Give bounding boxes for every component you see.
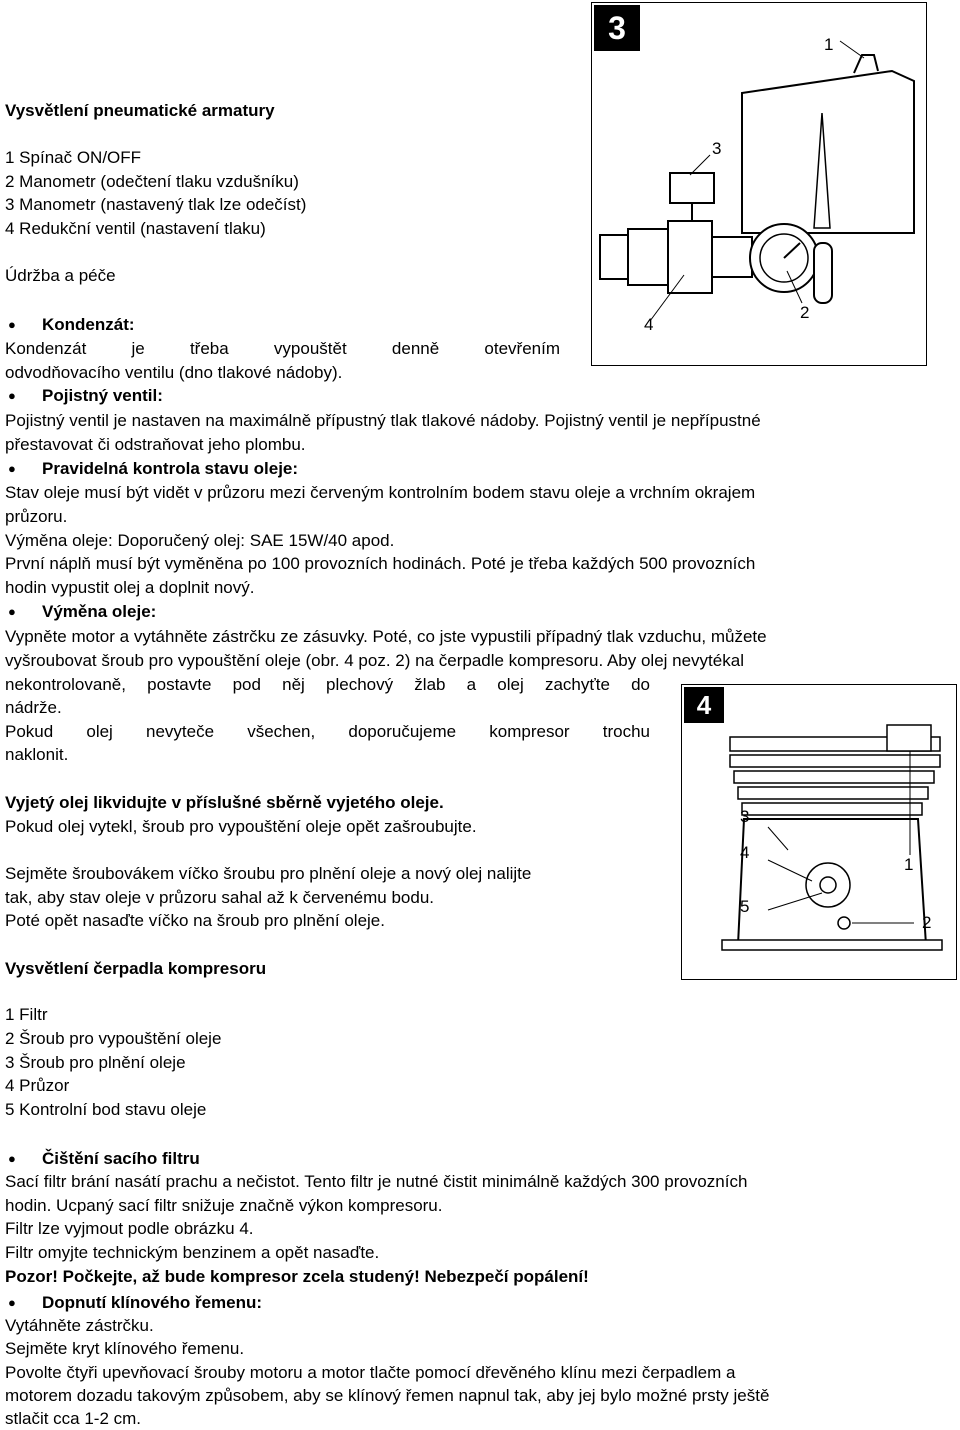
figure-3-badge: 3 xyxy=(594,5,640,51)
oil-change-text: vyšroubovat šroub pro vypouštění oleje (obr. 4 poz. 2) na čerpadle kompresoru. Aby olej nevytékal xyxy=(5,651,744,670)
oil-check-title: Pravidelná kontrola stavu oleje: xyxy=(42,459,299,478)
safety-valve-text: Pojistný ventil je nastaven na maximálně přípustný tlak tlakové nádoby. Pojistný ventil je nepřípustné xyxy=(5,411,761,430)
bullet-icon: ● xyxy=(8,388,16,403)
belt-text: Vytáhněte zástrčku. xyxy=(5,1316,154,1335)
figure-4-callout-3: 3 xyxy=(740,807,750,826)
figure-4-callout-2: 2 xyxy=(922,913,932,932)
oil-check-text: Stav oleje musí být vidět v průzoru mezi červeným kontrolním bodem stavu oleje a vrchním okrajem xyxy=(5,483,756,502)
belt-text: motorem dozadu takovým způsobem, aby se klínový řemen napnul tak, aby jej bylo možné prsty ještě xyxy=(5,1386,770,1405)
oil-check-text: průzoru. xyxy=(5,507,68,526)
filter-text: hodin. Ucpaný sací filtr snižuje značně výkon kompresoru. xyxy=(5,1196,443,1215)
oil-change-text: tak, aby stav oleje v průzoru sahal až k červenému bodu. xyxy=(5,888,435,907)
oil-change-text: nádrže. xyxy=(5,698,62,717)
filter-text: Filtr lze vyjmout podle obrázku 4. xyxy=(5,1219,254,1238)
belt-text: Povolte čtyři upevňovací šrouby motoru a motor tlačte pomocí dřevěného klínu mezi čerpadlem a xyxy=(5,1363,736,1382)
oil-disposal-notice: Vyjetý olej likvidujte v příslušné sběrně vyjetého oleje. xyxy=(5,793,444,812)
filter-title: Čištění sacího filtru xyxy=(42,1149,200,1168)
filter-text: Filtr omyjte technickým benzinem a opět nasaďte. xyxy=(5,1243,380,1262)
figure-4-callout-5: 5 xyxy=(740,897,750,916)
oil-change-text: Pokud olej nevyteče všechen, doporučujeme kompresor trochu xyxy=(5,722,650,741)
pneumatics-item: 3 Manometr (nastavený tlak lze odečíst) xyxy=(5,195,307,214)
oil-change-text: Vypněte motor a vytáhněte zástrčku ze zásuvky. Poté, co jste vypustili případný tlak vzduchu, můžete xyxy=(5,627,767,646)
filter-text: Sací filtr brání nasátí prachu a nečistot. Tento filtr je nutné čistit minimálně každých 300 provozních xyxy=(5,1172,748,1191)
pneumatics-item: 2 Manometr (odečtení tlaku vzdušníku) xyxy=(5,172,299,191)
pneumatics-heading: Vysvětlení pneumatické armatury xyxy=(5,101,275,120)
pump-item: 3 Šroub pro plnění oleje xyxy=(5,1053,186,1072)
oil-change-title: Výměna oleje: xyxy=(42,602,157,621)
pressure-switch-illustration xyxy=(592,3,926,365)
bullet-icon: ● xyxy=(8,317,16,332)
condensate-text: Kondenzát je třeba vypouštět denně otevřením xyxy=(5,339,560,358)
bullet-icon: ● xyxy=(8,461,16,476)
figure-4-callout-4: 4 xyxy=(740,843,750,862)
pump-item: 1 Filtr xyxy=(5,1005,48,1024)
belt-text: stlačit cca 1-2 cm. xyxy=(5,1409,142,1428)
figure-3 xyxy=(591,2,927,366)
pump-heading: Vysvětlení čerpadla kompresoru xyxy=(5,959,267,978)
condensate-title: Kondenzát: xyxy=(42,315,135,334)
condensate-text: odvodňovacího ventilu (dno tlakové nádoby). xyxy=(5,363,343,382)
figure-4 xyxy=(681,684,957,980)
figure-3-callout-1: 1 xyxy=(824,35,834,54)
figure-3-callout-4: 4 xyxy=(644,315,654,334)
figure-4-callout-1: 1 xyxy=(904,855,914,874)
figure-3-callout-2: 2 xyxy=(800,303,810,322)
compressor-pump-illustration xyxy=(682,685,956,979)
maintenance-heading: Údržba a péče xyxy=(5,266,116,285)
oil-change-text: Pokud olej vytekl, šroub pro vypouštění oleje opět zašroubujte. xyxy=(5,817,477,836)
figure-4-badge: 4 xyxy=(684,687,724,723)
burn-warning: Pozor! Počkejte, až bude kompresor zcela studený! Nebezpečí popálení! xyxy=(5,1267,589,1286)
pump-item: 4 Průzor xyxy=(5,1076,70,1095)
oil-change-text: naklonit. xyxy=(5,745,69,764)
pneumatics-item: 1 Spínač ON/OFF xyxy=(5,148,142,167)
pneumatics-item: 4 Redukční ventil (nastavení tlaku) xyxy=(5,219,266,238)
pump-item: 5 Kontrolní bod stavu oleje xyxy=(5,1100,207,1119)
bullet-icon: ● xyxy=(8,604,16,619)
oil-change-text: nekontrolovaně, postavte pod něj plechový žlab a olej zachyťte do xyxy=(5,675,650,694)
pump-item: 2 Šroub pro vypouštění oleje xyxy=(5,1029,222,1048)
safety-valve-title: Pojistný ventil: xyxy=(42,386,163,405)
safety-valve-text: přestavovat či odstraňovat jeho plombu. xyxy=(5,435,306,454)
bullet-icon: ● xyxy=(8,1151,16,1166)
oil-check-text: Výměna oleje: Doporučený olej: SAE 15W/40 apod. xyxy=(5,531,395,550)
oil-check-text: hodin vypustit olej a doplnit nový. xyxy=(5,578,255,597)
oil-change-text: Sejměte šroubovákem víčko šroubu pro plnění oleje a nový olej nalijte xyxy=(5,864,532,883)
belt-title: Dopnutí klínového řemenu: xyxy=(42,1293,263,1312)
oil-change-text: Poté opět nasaďte víčko na šroub pro plnění oleje. xyxy=(5,911,385,930)
belt-text: Sejměte kryt klínového řemenu. xyxy=(5,1339,245,1358)
bullet-icon: ● xyxy=(8,1295,16,1310)
oil-check-text: První náplň musí být vyměněna po 100 provozních hodinách. Poté je třeba každých 500 provozních xyxy=(5,554,756,573)
figure-3-callout-3: 3 xyxy=(712,139,722,158)
